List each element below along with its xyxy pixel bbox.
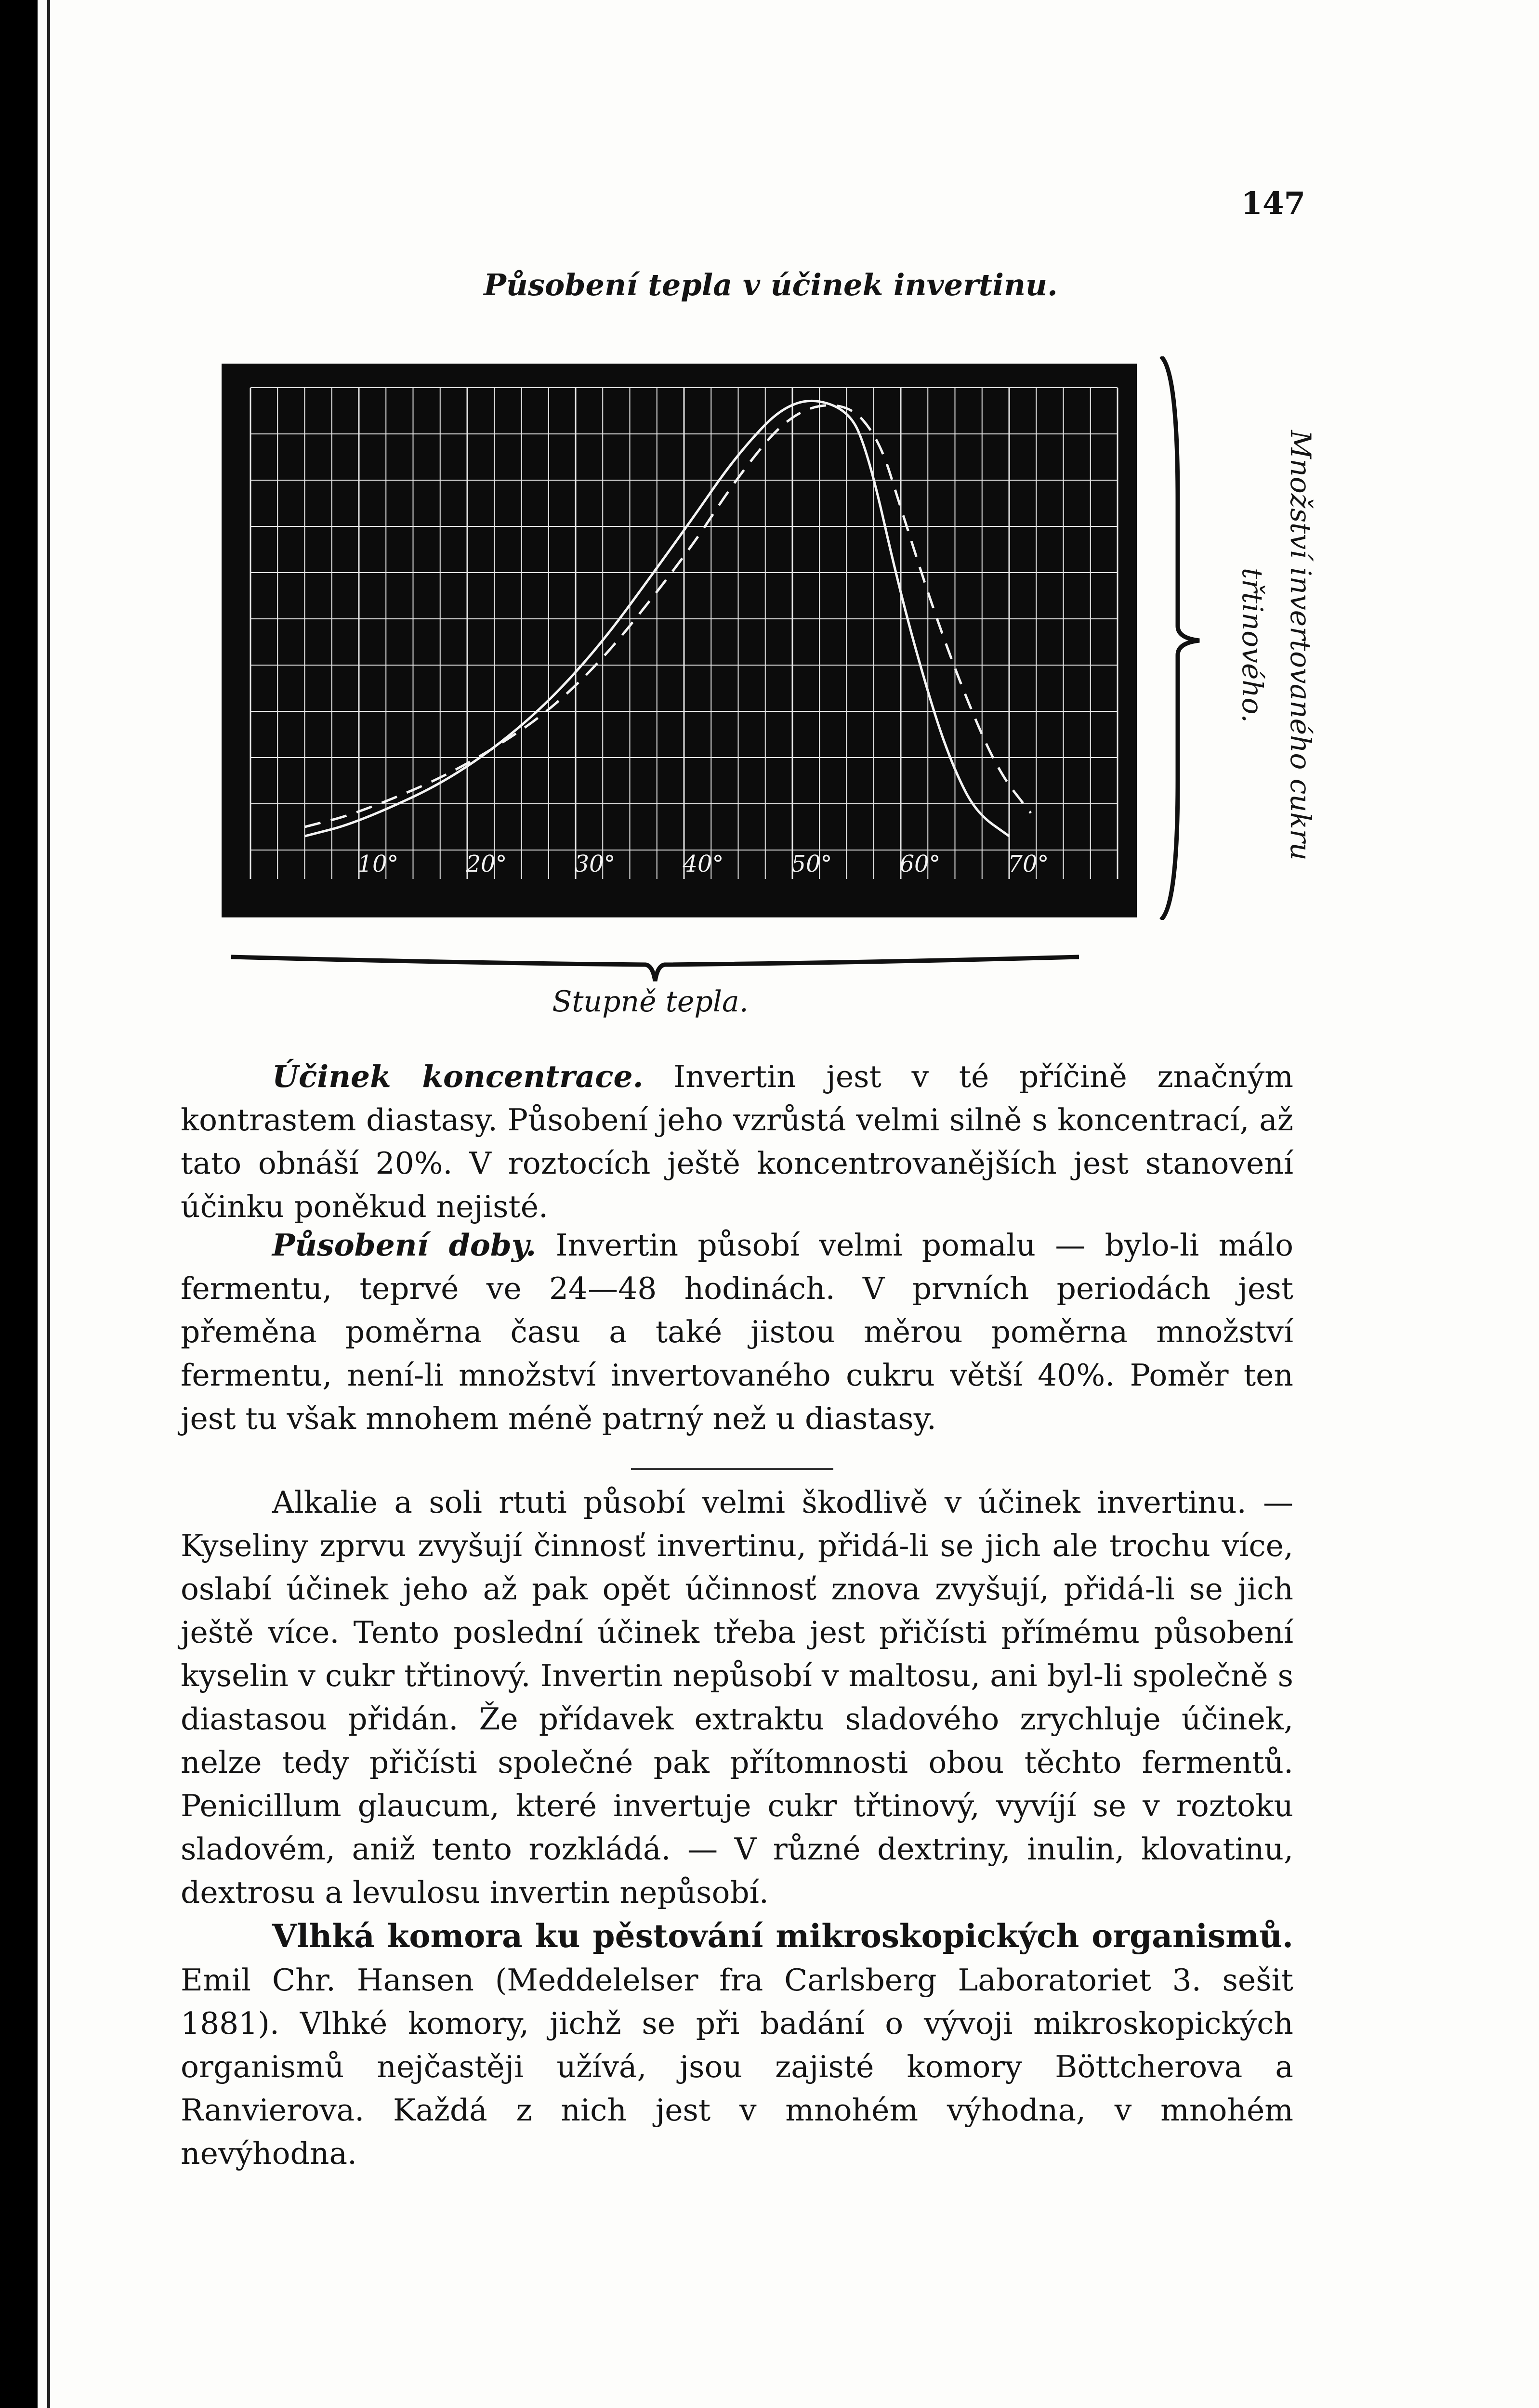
x-axis-brace [231,951,1079,990]
y-axis-title [1228,405,1325,886]
x-tick-label: 40° [683,851,724,877]
x-tick-label: 10° [357,851,399,877]
paragraph-concentration [181,1055,1293,1229]
page-binding-edge [0,0,38,2408]
page-gutter-line [47,0,50,2408]
x-tick-label: 50° [791,851,832,877]
figure-caption: Působení tepla v účinek invertinu. [484,267,1058,302]
chart-svg [222,364,1137,917]
y-axis-title-line1: Množství invertovaného cukru [1284,430,1317,861]
y-axis-brace [1151,356,1209,920]
section-heading: Vlhká komora ku pěstování mikroskopických organismů. [272,1917,1293,1955]
y-axis-title-line2: třtinového. [1236,568,1269,723]
x-tick-label: 30° [574,851,616,877]
paragraph-text-concentration: Invertin jest v té příčině značným kontrastem diastasy. Působení jeho vzrůstá velmi silně s koncentrací, až tato obnáší 20%. V roztocích ještě koncentrovanějších jest stanovení účinku poněkud nejisté. [181,1059,1293,1224]
page-number: 147 [1241,185,1305,222]
x-tick-label: 20° [466,851,507,877]
paragraph-time [181,1223,1293,1440]
x-axis-title: Stupně tepla. [552,985,749,1019]
x-tick-label: 60° [899,851,941,877]
paragraph-heading-time: Působení doby. [272,1227,537,1263]
paragraph-heading-concentration: Účinek koncentrace. [272,1059,644,1094]
paragraph-alkalie: Alkalie a soli rtuti působí velmi škodlivě v účinek invertinu. — Kyseliny zprvu zvyšují činnosť invertinu, přidá-li se jich ale trochu více, oslabí účinek jeho až pak opět účinnosť znova zvyšují, přidá-li se jich ještě více. Tento poslední účinek třeba jest přičísti přímému působení kyselin v cukr třtinový. Invertin nepůsobí v maltosu, ani byl-li společně s diastasou přidán. Že přídavek extraktu sladového zrychluje účinek, nelze tedy přičísti společné pak přítomnosti obou těchto fermentů. Penicillum glaucum, které invertuje cukr třtinový, vyvíjí se v roztoku sladovém, aniž tento rozkládá. — V různé dextriny, inulin, klovatinu, dextrosu a levulosu invertin nepůsobí. [181,1485,1293,1910]
x-tick-label: 70° [1008,851,1049,877]
paragraph-text-time: Invertin působí velmi pomalu — bylo-li málo fermentu, teprvé ve 24—48 hodinách. V prvních periodách jest přeměna poměrna času a také jistou měrou poměrna množství fermentu, není-li množství invertovaného cukru větší 40%. Poměr ten jest tu však mnohem méně patrný než u diastasy. [181,1228,1293,1436]
section-divider [631,1468,833,1470]
paragraph-hansen: Emil Chr. Hansen (Meddelelser fra Carlsberg Laboratoriet 3. sešit 1881). Vlhké komory, jichž se při badání o vývoji mikroskopických organismů nejčastěji užívá, jsou zajisté komory Böttcherova a Ranvierova. Každá z nich jest v mnohém výhodna, v mnohém nevýhodna. [181,1963,1293,2171]
temperature-chart [222,364,1137,917]
text-block-lower [181,1481,1293,2175]
